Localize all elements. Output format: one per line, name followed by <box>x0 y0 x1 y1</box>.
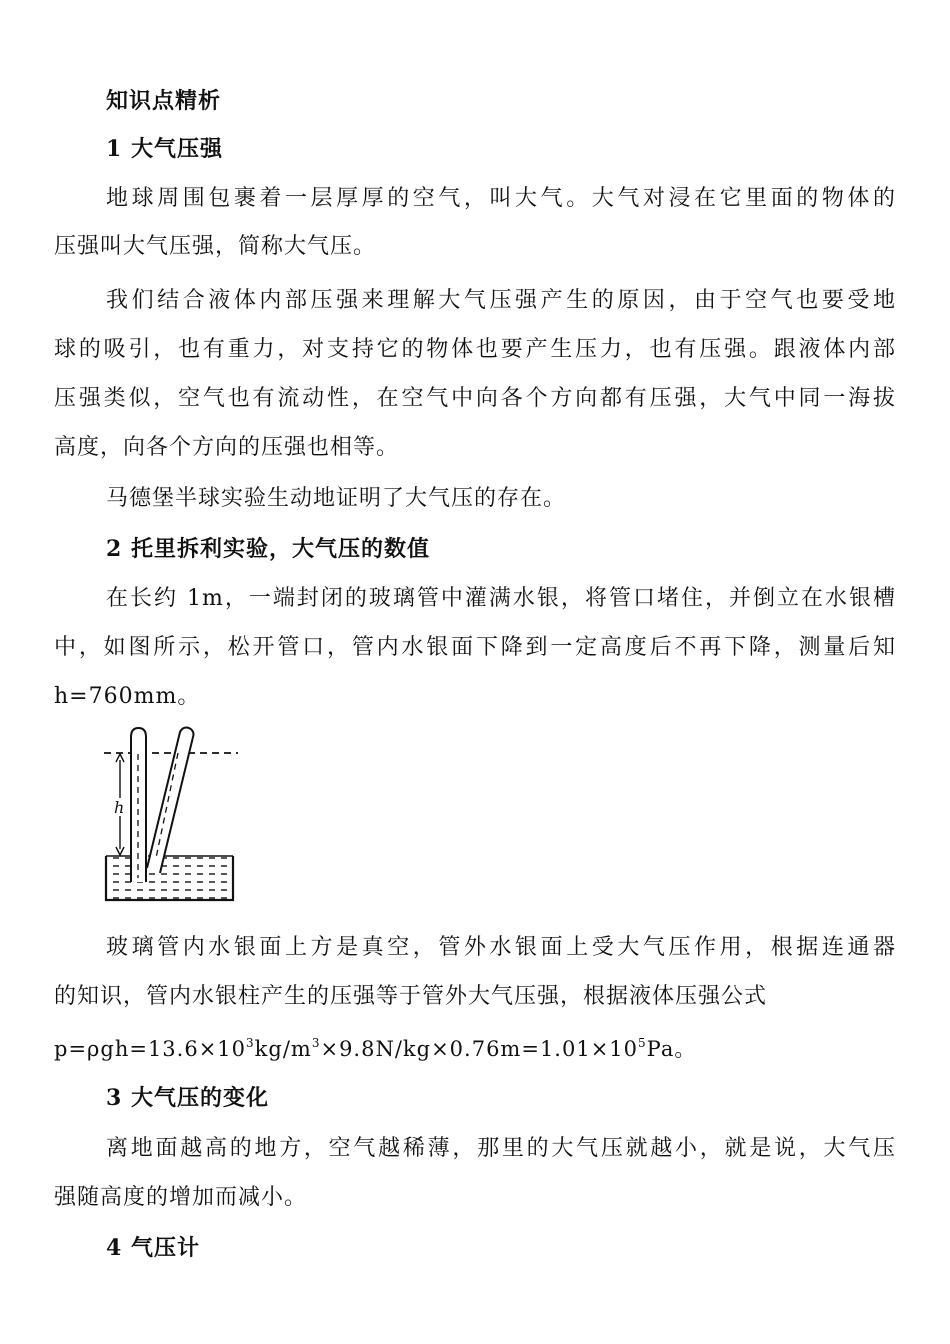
section-2-heading: 2 托里拆利实验，大气压的数值 <box>106 536 430 562</box>
section-3-paragraph-line: 离地面越高的地方，空气越稀薄，那里的大气压就越小，就是说，大气压 <box>106 1136 896 1161</box>
section-1-paragraph-line: 压强叫大气压强，简称大气压。 <box>54 234 377 259</box>
torricelli-figure <box>100 718 240 908</box>
section-2-paragraph-line: h=760mm。 <box>54 684 201 709</box>
doc-title: 知识点精析 <box>106 88 222 114</box>
section-1-paragraph-line: 地球周围包裹着一层厚厚的空气，叫大气。大气对浸在它里面的物体的 <box>106 186 896 211</box>
section-1-paragraph-line: 球的吸引，也有重力，对支持它的物体也要产生压力，也有压强。跟液体内部 <box>54 337 896 362</box>
section-1-paragraph-line: 我们结合液体内部压强来理解大气压强产生的原因，由于空气也要受地 <box>106 288 896 313</box>
section-4-heading: 4 气压计 <box>106 1235 200 1261</box>
tilted-glass-tube <box>147 728 194 874</box>
section-1-paragraph-line: 高度，向各个方向的压强也相等。 <box>54 435 400 460</box>
section-2-paragraph-line: 在长约 1m，一端封闭的玻璃管中灌满水银，将管口堵住，并倒立在水银槽 <box>106 586 896 611</box>
section-1-paragraph-line: 马德堡半球实验生动地证明了大气压的存在。 <box>106 486 567 511</box>
section-2-paragraph-line: 的知识，管内水银柱产生的压强等于管外大气压强，根据液体压强公式 <box>54 984 768 1009</box>
mercury-trough-fill <box>106 856 233 900</box>
section-1-heading: 1 大气压强 <box>106 136 223 162</box>
vertical-glass-tube <box>131 728 146 882</box>
section-1-paragraph-line: 压强类似，空气也有流动性，在空气中向各个方向都有压强，大气中同一海拔 <box>54 386 896 411</box>
pressure-formula: $p=\rho gh=13.6\times 10^3kg/m^3\times 9.8N/kg\times 0.76m=1.01\times 10^5Pa$。 <box>54 1036 697 1061</box>
section-3-heading: 3 大气压的变化 <box>106 1085 269 1111</box>
height-label: h <box>114 798 125 817</box>
section-2-paragraph-line: 中，如图所示，松开管口，管内水银面下降到一定高度后不再下降，测量后知 <box>54 635 896 660</box>
section-3-paragraph-line: 强随高度的增加而减小。 <box>54 1185 308 1210</box>
section-2-paragraph-line: 玻璃管内水银面上方是真空，管外水银面上受大气压作用，根据连通器 <box>106 935 896 960</box>
